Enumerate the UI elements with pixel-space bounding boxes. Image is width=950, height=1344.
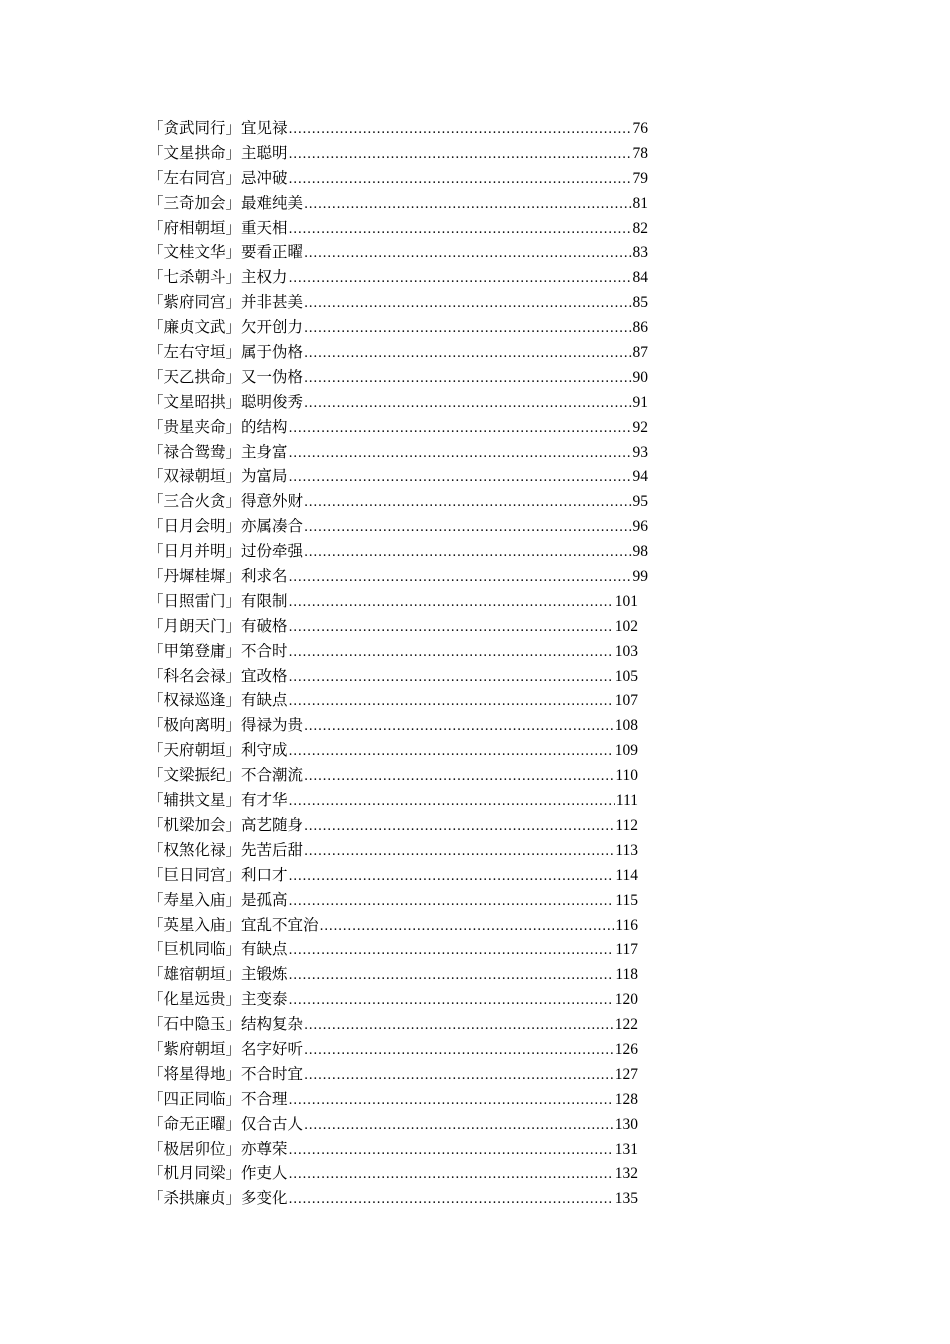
toc-entry[interactable] [148,838,638,863]
toc-entry-leader-dots [289,616,614,641]
toc-entry-page-number: 99 [632,568,648,586]
toc-entry[interactable] [148,913,638,938]
toc-entry-page-number: 95 [632,493,648,511]
toc-entry-leader-dots [289,218,632,243]
toc-entry-title: 「极向离明」得禄为贵 [148,716,304,735]
toc-entry-title: 「雄宿朝垣」主锻炼 [148,965,288,984]
toc-entry-title: 「贪武同行」宜见禄 [148,119,288,137]
toc-entry-page-number: 92 [632,418,648,436]
toc-entry[interactable] [148,1087,638,1112]
toc-entry[interactable] [148,240,648,265]
toc-entry[interactable] [148,365,648,390]
toc-entry-title: 「文桂文华」要看正曜 [148,243,304,262]
toc-entry-leader-dots [289,118,632,143]
toc-entry[interactable] [148,987,638,1012]
toc-entry-page-number: 115 [615,891,638,909]
toc-entry-title: 「权禄巡逢」有缺点 [148,691,288,710]
toc-entry-title: 「左右同宫」忌冲破 [148,168,288,187]
toc-entry[interactable] [148,489,648,514]
toc-entry-page-number: 132 [614,1165,638,1183]
toc-entry[interactable] [148,788,638,813]
toc-entry-title: 「寿星入庙」是孤高 [148,890,288,909]
toc-entry-title: 「辅拱文星」有才华 [148,791,288,810]
toc-entry-title: 「杀拱廉贞」多变化 [148,1189,288,1208]
toc-entry-leader-dots [289,865,615,890]
toc-entry-page-number: 83 [632,244,648,262]
toc-entry-page-number: 108 [614,717,638,735]
toc-entry-leader-dots [304,367,631,392]
toc-entry-page-number: 127 [614,1065,638,1083]
toc-entry-title: 「文梁振纪」不合潮流 [148,766,304,785]
toc-entry-leader-dots [304,516,631,541]
toc-entry-leader-dots [304,1014,614,1039]
toc-entry[interactable] [148,539,648,564]
toc-entry-page-number: 109 [614,742,638,760]
toc-entry[interactable] [148,738,638,763]
toc-entry[interactable] [148,1137,638,1162]
toc-entry-page-number: 118 [615,966,638,984]
toc-entry-page-number: 93 [632,443,648,461]
toc-entry-leader-dots [289,591,614,616]
toc-entry-page-number: 84 [632,269,648,287]
toc-entry-title: 「左右守垣」属于伪格 [148,343,304,362]
toc-entry-page-number: 81 [632,194,648,212]
toc-entry-title: 「天府朝垣」利守成 [148,741,288,760]
toc-entry[interactable] [148,962,638,987]
toc-entry-page-number: 110 [615,767,638,785]
toc-entry-leader-dots [289,790,615,815]
toc-entry[interactable] [148,1062,638,1087]
toc-entry-page-number: 114 [615,866,638,884]
toc-entry-page-number: 105 [614,667,638,685]
toc-entry-title: 「廉贞文武」欠开创力 [148,318,304,337]
toc-entry-page-number: 101 [614,592,638,610]
toc-entry-title: 「化星远贵」主变泰 [148,990,288,1009]
toc-entry-page-number: 111 [615,792,638,810]
toc-entry[interactable] [148,290,648,315]
toc-entry-title: 「文星昭拱」聪明俊秀 [148,392,304,411]
toc-entry-leader-dots [289,641,614,666]
toc-entry-title: 「甲第登庸」不合时 [148,641,288,660]
toc-entry-leader-dots [289,566,632,591]
toc-entry-title: 「紫府朝垣」名字好听 [148,1039,304,1058]
toc-entry-title: 「权煞化禄」先苦后甜 [148,840,304,859]
toc-entry[interactable] [148,1186,638,1211]
toc-entry-title: 「日月会明」亦属凑合 [148,517,304,536]
toc-entry[interactable] [148,191,648,216]
toc-entry-leader-dots [304,242,631,267]
toc-entry-title: 「机梁加会」高艺随身 [148,815,304,834]
toc-entry-leader-dots [289,964,615,989]
toc-entry[interactable] [148,763,638,788]
toc-entry-leader-dots [304,1064,614,1089]
toc-entry-title: 「禄合鸳鸯」主身富 [148,442,288,461]
toc-entry-title: 「丹墀桂墀」利求名 [148,567,288,586]
toc-entry-leader-dots [289,1163,614,1188]
toc-entry-page-number: 78 [632,144,648,162]
toc-entry-page-number: 90 [632,368,648,386]
toc-entry[interactable] [148,141,648,166]
toc-entry[interactable] [148,664,638,689]
toc-entry-leader-dots [289,168,632,193]
toc-entry-page-number: 102 [614,617,638,635]
toc-entry-title: 「双禄朝垣」为富局 [148,467,288,486]
toc-entry-page-number: 113 [615,841,638,859]
toc-entry-leader-dots [320,915,615,940]
toc-entry[interactable] [148,514,648,539]
toc-entry-title: 「命无正曜」仅合古人 [148,1114,304,1133]
toc-entry-page-number: 86 [632,319,648,337]
toc-entry-leader-dots [289,1139,614,1164]
toc-entry[interactable] [148,166,648,191]
toc-entry-title: 「英星入庙」宜乱不宜治 [148,915,319,934]
toc-entry-leader-dots [289,666,614,691]
toc-entry-leader-dots [304,1114,614,1139]
toc-entry-title: 「七杀朝斗」主权力 [148,268,288,287]
toc-entry-title: 「月朗天门」有破格 [148,616,288,635]
toc-entry[interactable] [148,589,638,614]
toc-entry-leader-dots [289,417,632,442]
toc-entry-page-number: 87 [632,344,648,362]
toc-entry-page-number: 98 [632,543,648,561]
toc-entry-leader-dots [304,765,614,790]
toc-entry-leader-dots [304,715,614,740]
toc-entry-page-number: 79 [632,169,648,187]
toc-entry-page-number: 107 [614,692,638,710]
toc-entry-leader-dots [304,815,614,840]
toc-entry[interactable] [148,464,648,489]
toc-entry-leader-dots [304,342,631,367]
toc-entry-page-number: 117 [615,941,638,959]
toc-entry-title: 「三奇加会」最难纯美 [148,193,304,212]
toc-entry-leader-dots [289,1188,614,1213]
toc-entry[interactable] [148,415,648,440]
toc-entry-title: 「机月同梁」作吏人 [148,1164,288,1183]
toc-entry-page-number: 120 [614,991,638,1009]
toc-entry-leader-dots [289,442,632,467]
toc-entry-leader-dots [304,1039,614,1064]
toc-entry-page-number: 82 [632,219,648,237]
toc-entry-title: 「极居卯位」亦尊荣 [148,1139,288,1158]
toc-entry[interactable] [148,713,638,738]
toc-entry-title: 「四正同临」不合理 [148,1089,288,1108]
toc-entry-leader-dots [289,690,614,715]
table-of-contents [148,116,648,1211]
toc-entry[interactable] [148,813,638,838]
toc-entry-page-number: 94 [632,468,648,486]
toc-entry[interactable] [148,315,648,340]
toc-entry-page-number: 112 [615,816,638,834]
toc-entry-leader-dots [289,1089,614,1114]
toc-entry[interactable] [148,1112,638,1137]
toc-entry-title: 「日月并明」过份牵强 [148,542,304,561]
toc-entry-title: 「日照雷门」有限制 [148,591,288,610]
toc-entry[interactable] [148,1012,638,1037]
toc-entry-title: 「天乙拱命」又一伪格 [148,367,304,386]
toc-entry[interactable] [148,1161,638,1186]
toc-entry-leader-dots [289,466,632,491]
toc-entry-leader-dots [289,989,614,1014]
toc-entry-title: 「贵星夹命」的结构 [148,417,288,436]
toc-entry[interactable] [148,116,648,141]
toc-entry-title: 「巨机同临」有缺点 [148,940,288,959]
toc-entry-leader-dots [289,143,632,168]
toc-entry-title: 「石中隐玉」结构复杂 [148,1015,304,1034]
toc-entry-leader-dots [304,317,631,342]
toc-entry-leader-dots [304,292,631,317]
toc-entry-page-number: 135 [614,1190,638,1208]
toc-entry[interactable] [148,614,638,639]
toc-entry-leader-dots [304,541,631,566]
toc-entry[interactable] [148,440,648,465]
toc-entry-page-number: 130 [614,1115,638,1133]
toc-entry-page-number: 122 [614,1016,638,1034]
toc-entry-page-number: 128 [614,1090,638,1108]
toc-entry-leader-dots [304,840,614,865]
toc-entry[interactable] [148,265,648,290]
toc-entry-title: 「巨日同宫」利口才 [148,865,288,884]
toc-entry-leader-dots [304,193,631,218]
toc-entry-page-number: 76 [632,120,648,137]
toc-entry[interactable] [148,564,648,589]
toc-entry-page-number: 96 [632,518,648,536]
toc-entry[interactable] [148,888,638,913]
toc-entry-title: 「三合火贪」得意外财 [148,492,304,511]
toc-entry-leader-dots [304,491,631,516]
toc-entry-title: 「科名会禄」宜改格 [148,666,288,685]
toc-entry[interactable] [148,639,638,664]
toc-entry-title: 「紫府同宫」并非甚美 [148,293,304,312]
toc-entry-leader-dots [289,890,615,915]
toc-entry-leader-dots [289,267,632,292]
toc-entry-page-number: 131 [614,1140,638,1158]
toc-entry-page-number: 91 [632,393,648,411]
toc-entry-page-number: 85 [632,294,648,312]
toc-entry-page-number: 116 [615,916,638,934]
toc-entry-leader-dots [289,939,615,964]
toc-entry[interactable] [148,1037,638,1062]
toc-entry-title: 「将星得地」不合时宜 [148,1064,304,1083]
toc-entry[interactable] [148,340,648,365]
toc-entry[interactable] [148,863,638,888]
toc-entry-title: 「府相朝垣」重天相 [148,218,288,237]
toc-entry-page-number: 103 [614,642,638,660]
toc-entry-page-number: 126 [614,1040,638,1058]
toc-entry-leader-dots [304,392,631,417]
toc-entry-title: 「文星拱命」主聪明 [148,143,288,162]
toc-entry[interactable] [148,216,648,241]
toc-entry[interactable] [148,390,648,415]
toc-entry-leader-dots [289,740,614,765]
toc-entry[interactable] [148,688,638,713]
toc-entry[interactable] [148,937,638,962]
